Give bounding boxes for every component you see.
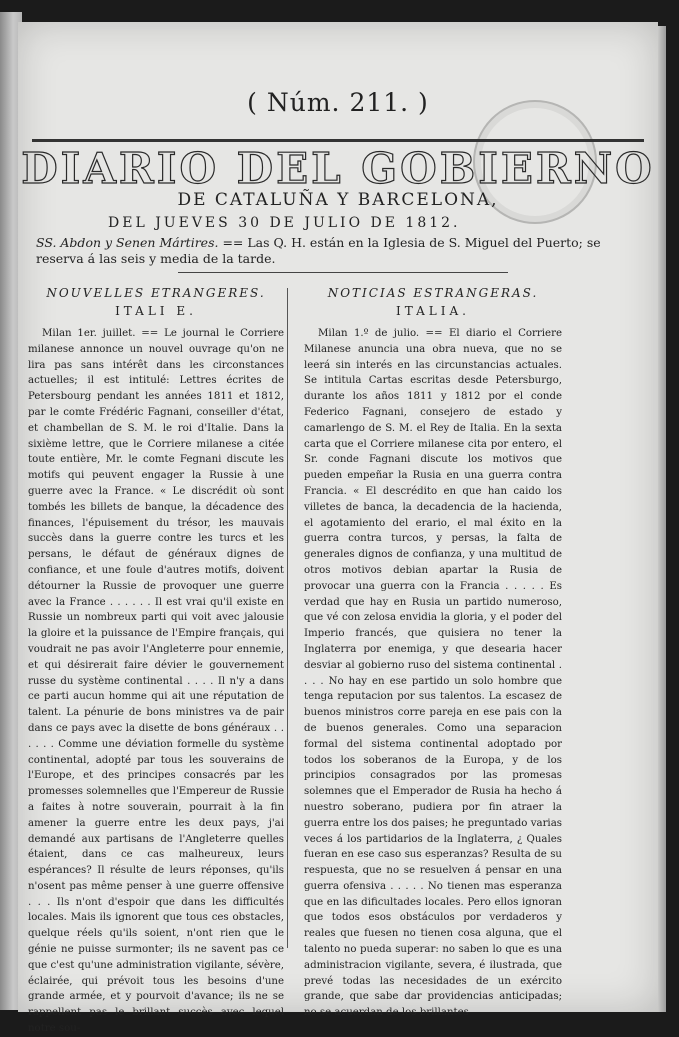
column-divider [287, 288, 288, 948]
dateline: DEL JUEVES 30 DE JULIO DE 1812. [108, 215, 461, 231]
issue-number: ( Núm. 211. ) [247, 88, 429, 117]
masthead-rule [32, 139, 644, 142]
spanish-column-subheading: ITALIA. [396, 304, 470, 318]
french-column-heading: NOUVELLES ETRANGERES. [46, 286, 266, 300]
french-column [28, 284, 284, 1037]
spanish-column-body: Milan 1.º de julio. == El diario el Corriere Milanese anuncia una obra nueva, que no se leerá sin interés en las circunstancias actuales. Se intitula Cartas escritas desde Petersburgo, durante los años 1811 y 1812 por el conde Federico Fagnani, consejero de estado y camarlengo de S. M. el Rey de Italia. En la sexta carta que el Corriere milanese cita por entero, el Sr. conde Fagnani discute los motivos que pueden empeñar la Rusia en una guerra contra Francia. « El descrédito en que han caido los villetes de banca, la decadencia de la hacienda, el agotamiento del erario, el mal éxito en la guerra contra turcos, y persas, la falta de generales dignos de confianza, y una multitud de otros motivos debian apartar la Rusia de provocar una guerra con la Francia . . . . . Es verdad que hay en Rusia un partido numeroso, que vé con zelosa envidia la gloria, y el poder del Imperio francés, que quisiera no tener la Inglaterra por enemiga, y que desearia hacer desviar al gobierno ruso del sistema continental . . . . No hay en ese partido un solo hombre que tenga reputacion por sus talentos. La escasez de buenos ministros corre pareja en ese pais con la de buenos generales. Como una separacion formal del sistema continental adoptado por todos los soberanos de la Europa, y de los principios consagrados por las promesas solemnes que el Emperador de Rusia ha hecho á nuestro soberano, pudiera por fin atraer la guerra entre los dos paises; he preguntado varias veces á los partidarios de la Inglaterra, ¿ Quales fueran en ese caso sus esperanzas? Resulta de su respuesta, que no se resuelven á pensar en una guerra ofensiva . . . . . No tienen mas esperanza que en las dificultades locales. Pero ellos ignoran que todos esos obstáculos por verdaderos y reales que fuesen no tienen cosa alguna, que el talento no pueda superar: no saben lo que es una administracion vigilante, severa, é ilustrada, que prevé todas las necesidades de un exército grande, que sabe dar providencias anticipadas; no se acuerdan de los brillantes [304, 328, 562, 1019]
french-column-body: Milan 1er. juillet. == Le journal le Corriere milanese annonce un nouvel ouvrage qu'on ne lira pas sans intérêt dans les circonstances actuelles; il est intitulé: Lettres écrites de Petersbourg pendant les années 1811 et 1812, par le comte Frédéric Fagnani, conseiller d'état, et chambellan de S. M. le roi d'Italie. Dans la sixième lettre, que le Corriere milanese a citée toute entière, Mr. le comte Fegnani discute les motifs qui peuvent engager la Russie à une guerre avec la France. « Le discrédit où sont tombés les billets de banque, la décadence des finances, l'épuisement du trésor, les mauvais succès dans la guerre contre les turcs et les persans, le défaut de généraux dignes de confiance, et une foule d'autres motifs, doivent détourner la Russie de provoquer une guerre avec la France . . . . . . Il est vrai qu'il existe en Russie un nombreux parti qui voit avec jalousie la gloire et la puissance de l'Empire français, qui voudrait ne pas avoir l'Angleterre pour ennemie, et qui désirerait faire dévier le gouvernement russe du système continental . . . . Il n'y a dans ce parti aucun homme qui ait une réputation de talent. La pénurie de bons ministres va de pair dans ce pays avec la disette de bons généraux . . . . . . Comme une déviation formelle du système continental, adopté par tous les souverains de l'Europe, et des principes consacrés par les promesses solemnelles que l'Empereur de Russie a faites à notre souverain, pourrait à la fin amener la guerre entre les deux pays, j'ai demandé aux partisans de l'Angleterre quelles étaient, dans ce cas malheureux, leurs espérances? Il résulte de leurs réponses, qu'ils n'osent pas même penser à une guerre offensive . . . Ils n'ont d'espoir que dans les difficultés locales. Mais ils ignorent que tous ces obstacles, quelque réels qu'ils soient, n'ont rien que le génie ne puisse surmonter; ils ne savent pas ce que c'est qu'une administration vigilante, sévère, éclairée, qui prévoit tous les besoins d'une grande armée, et y pourvoit d'avance; ils ne se rappellent pas le brillant succès avec lequel notre sou- [28, 328, 284, 1035]
spanish-column [304, 284, 562, 1021]
notice-saints: SS. Abdon y Senen Mártires. [36, 235, 219, 250]
newspaper-page [18, 22, 658, 1035]
section-rule [178, 272, 508, 273]
masthead-title: DIARIO DEL GOBIERNO [21, 144, 655, 193]
masthead-subtitle: DE CATALUÑA Y BARCELONA, [177, 190, 499, 210]
notice-text: == Las Q. H. están en la Iglesia de S. Miguel del Puerto; se reserva á las seis y media de la tarde. [36, 235, 601, 266]
french-column-subheading: ITALI E. [115, 304, 197, 318]
spanish-column-heading: NOTICIAS ESTRANGERAS. [327, 286, 539, 300]
daily-notice [36, 235, 636, 267]
